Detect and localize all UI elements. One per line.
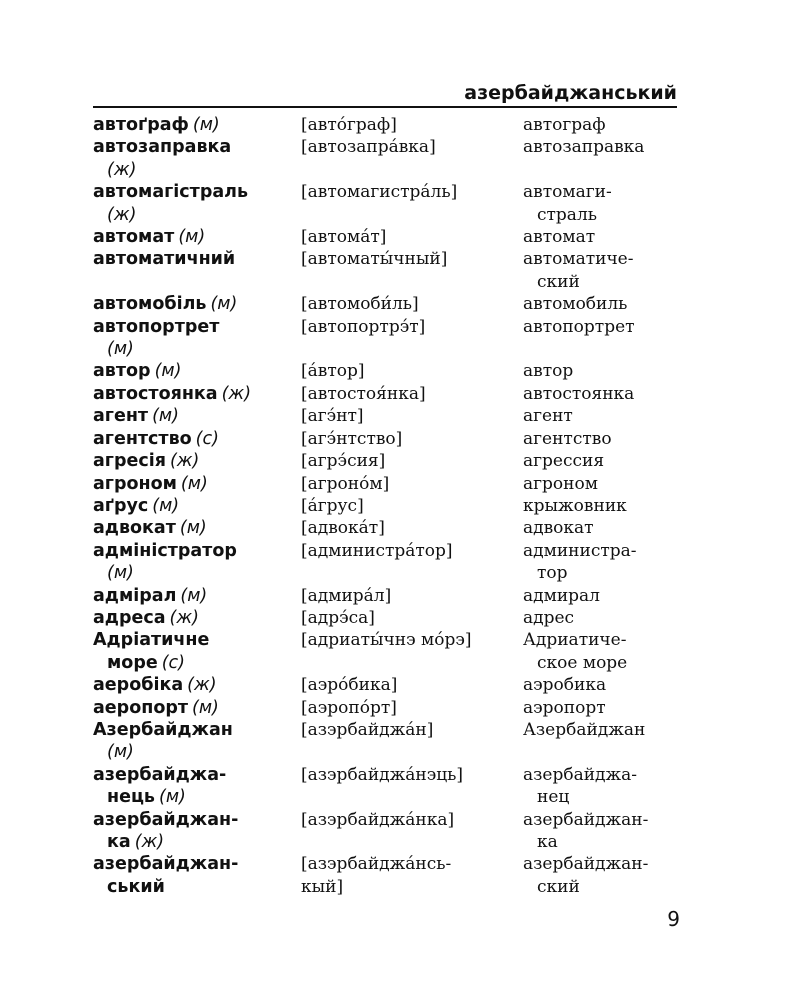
translation: [523, 114, 693, 136]
gender-marker: (м): [179, 518, 207, 539]
headword: агент: [93, 406, 149, 427]
translation-text: автоматиче-: [523, 249, 634, 270]
translation: [523, 316, 693, 338]
headword: адреса: [93, 607, 166, 628]
headword: автоматичний: [93, 249, 236, 270]
translation-text: агент: [523, 406, 573, 427]
headword-cell: [93, 248, 301, 270]
gender-marker: (ж): [221, 383, 252, 404]
translation-text: агрессия: [523, 451, 605, 472]
headword: автостоянка: [93, 383, 218, 404]
translation-text: крыжовник: [523, 495, 627, 516]
headword-cell: [93, 316, 301, 361]
dictionary-entry: [93, 293, 693, 315]
headword-cell: [93, 540, 301, 585]
translation: [523, 360, 693, 382]
translation-text: Адриатиче-: [523, 630, 627, 651]
headword-cell: [93, 719, 301, 764]
pronunciation: [адриаты́чнэ мóрэ]: [301, 630, 472, 651]
dictionary-entry: [93, 540, 693, 585]
translation-continuation: нец: [537, 787, 570, 808]
translation-text: адрес: [523, 607, 575, 628]
gender-marker: (с): [161, 652, 186, 673]
headword: адвокат: [93, 518, 176, 539]
translation-continuation: ский: [537, 271, 580, 292]
translation-text: администра-: [523, 540, 637, 561]
translation: [523, 853, 693, 898]
translation: [523, 495, 693, 517]
gender-marker: (ж): [187, 675, 217, 696]
translation: [523, 585, 693, 607]
gender-marker: (м): [192, 697, 219, 718]
dictionary-entry: [93, 674, 693, 696]
gender-marker: (с): [195, 428, 219, 449]
headword: агресія: [93, 451, 166, 472]
headword-cell: [93, 764, 301, 809]
translation-text: азербайджан-: [523, 809, 649, 830]
headword-cell: [93, 181, 301, 226]
headword: автозаправка: [93, 137, 232, 158]
translation-text: аэробика: [523, 675, 607, 696]
page-number: 9: [667, 907, 680, 931]
headword: агентство: [93, 428, 192, 449]
headword: азербайджан-: [93, 854, 239, 875]
headword-cell: [93, 517, 301, 539]
headword: автомобіль: [93, 294, 207, 315]
headword: автомат: [93, 227, 175, 248]
headword-continuation: море: [107, 652, 158, 673]
translation-text: адмирал: [523, 585, 600, 606]
gender-marker: (м): [107, 339, 134, 360]
pronunciation: [автóграф]: [301, 115, 397, 135]
gender-marker: (ж): [107, 159, 137, 180]
pronunciation: [автомáт]: [301, 227, 387, 248]
gender-marker: (м): [178, 227, 206, 248]
gender-marker: (м): [152, 495, 180, 516]
pronunciation: [азэрбайджáн]: [301, 719, 434, 740]
pronunciation: [адвокáт]: [301, 518, 385, 539]
translation: [523, 540, 693, 585]
translation: [523, 607, 693, 629]
translation: [523, 428, 693, 450]
translation-text: автограф: [523, 115, 606, 135]
translation-text: автостоянка: [523, 383, 635, 404]
headword-continuation: нець: [107, 787, 155, 808]
dictionary-entry: [93, 629, 693, 674]
translation: [523, 517, 693, 539]
pronunciation: [аэрóбика]: [301, 675, 398, 696]
pronunciation: [áвтор]: [301, 361, 365, 382]
gender-marker: (м): [154, 361, 182, 382]
translation-text: адвокат: [523, 518, 594, 539]
headword: аеропорт: [93, 697, 189, 718]
translation-continuation: ское море: [537, 652, 628, 673]
headword: агроном: [93, 473, 177, 494]
translation: [523, 383, 693, 405]
pronunciation: [автомоби́ль]: [301, 294, 419, 315]
gender-marker: (ж): [134, 832, 165, 852]
headword-cell: [93, 360, 301, 382]
headword-cell: [93, 114, 301, 136]
dictionary-entry: [93, 181, 693, 226]
headword: адмірал: [93, 585, 177, 606]
headword-cell: [93, 495, 301, 517]
gender-marker: (м): [210, 294, 238, 315]
pronunciation: [азэрбайджáнка]: [301, 809, 455, 830]
headword: адміністратор: [93, 540, 237, 561]
translation-text: автор: [523, 361, 574, 382]
dictionary-entry: [93, 383, 693, 405]
headword-continuation: ський: [107, 876, 165, 897]
dictionary-entry: [93, 473, 693, 495]
running-head: азербайджанський: [93, 80, 677, 108]
translation-text: автомат: [523, 227, 596, 248]
headword: азербайджан-: [93, 809, 239, 830]
pronunciation: [автоматы́чный]: [301, 249, 448, 270]
headword: Азербайджан: [93, 719, 233, 740]
translation-text: аэропорт: [523, 697, 606, 718]
pronunciation: [азэрбайджáнсь- кый]: [301, 854, 452, 897]
headword-continuation: ка: [107, 832, 131, 852]
pronunciation: [автомагистрáль]: [301, 182, 458, 203]
translation-continuation: тор: [537, 563, 568, 584]
pronunciation: [автопортрэ́т]: [301, 316, 426, 337]
translation-text: Азербайджан: [523, 719, 646, 740]
headword: азербайджа-: [93, 764, 227, 785]
translation-text: автопортрет: [523, 316, 635, 337]
headword: автоґраф: [93, 115, 189, 135]
gender-marker: (м): [159, 787, 186, 808]
translation: [523, 764, 693, 809]
dictionary-entry: [93, 697, 693, 719]
dictionary-entry: [93, 607, 693, 629]
headword-cell: [93, 405, 301, 427]
pronunciation: [автостоя́нка]: [301, 383, 426, 404]
dictionary-entry: [93, 316, 693, 361]
pronunciation: [агэ́нт]: [301, 406, 364, 427]
headword-cell: [93, 293, 301, 315]
dictionary-entry: [93, 764, 693, 809]
dictionary-entry: [93, 495, 693, 517]
translation-text: азербайджан-: [523, 854, 649, 875]
headword: аеробіка: [93, 675, 184, 696]
translation-continuation: ка: [537, 832, 558, 852]
translation-text: автомобиль: [523, 294, 628, 315]
gender-marker: (м): [107, 742, 134, 763]
pronunciation: [адрэ́са]: [301, 607, 375, 628]
gender-marker: (м): [180, 585, 208, 606]
headword-cell: [93, 473, 301, 495]
translation-text: автомаги-: [523, 182, 612, 203]
dictionary-entry: [93, 809, 693, 854]
gender-marker: (м): [192, 115, 220, 135]
dictionary-entry: [93, 719, 693, 764]
translation: [523, 293, 693, 315]
translation: [523, 719, 693, 741]
gender-marker: (м): [107, 563, 134, 584]
dictionary-entry: [93, 114, 693, 136]
headword-cell: [93, 607, 301, 629]
pronunciation: [агронóм]: [301, 473, 390, 494]
translation: [523, 248, 693, 293]
headword-cell: [93, 585, 301, 607]
translation: [523, 674, 693, 696]
pronunciation: [администрáтор]: [301, 540, 453, 561]
translation: [523, 226, 693, 248]
dictionary-entry: [93, 248, 693, 293]
pronunciation: [адмирáл]: [301, 585, 392, 606]
translation-text: автозаправка: [523, 137, 645, 158]
translation-text: агроном: [523, 473, 598, 494]
gender-marker: (ж): [107, 204, 137, 225]
headword: автопортрет: [93, 316, 220, 337]
headword-cell: [93, 809, 301, 854]
translation: [523, 450, 693, 472]
headword-cell: [93, 226, 301, 248]
headword-cell: [93, 428, 301, 450]
headword-cell: [93, 674, 301, 696]
translation: [523, 405, 693, 427]
dictionary-entry: [93, 360, 693, 382]
translation: [523, 697, 693, 719]
headword-cell: [93, 697, 301, 719]
headword-cell: [93, 450, 301, 472]
translation-text: агентство: [523, 428, 612, 449]
translation-continuation: страль: [537, 204, 597, 225]
gender-marker: (ж): [169, 607, 199, 628]
dictionary-entry: [93, 405, 693, 427]
translation-continuation: ский: [537, 876, 580, 897]
gender-marker: (ж): [169, 451, 200, 472]
pronunciation: [агрэ́сия]: [301, 451, 386, 472]
gender-marker: (м): [152, 406, 179, 427]
headword-cell: [93, 136, 301, 181]
translation: [523, 809, 693, 854]
gender-marker: (м): [180, 473, 208, 494]
dictionary-entry: [93, 585, 693, 607]
entry-list: [93, 114, 693, 898]
translation: [523, 181, 693, 226]
headword-cell: [93, 853, 301, 898]
pronunciation: [агэ́нтство]: [301, 428, 403, 449]
pronunciation: [азэрбайджáнэць]: [301, 764, 464, 785]
headword-cell: [93, 383, 301, 405]
translation: [523, 629, 693, 674]
translation: [523, 136, 693, 158]
headword: аґрус: [93, 495, 149, 516]
dictionary-entry: [93, 226, 693, 248]
dictionary-entry: [93, 517, 693, 539]
translation-text: азербайджа-: [523, 764, 638, 785]
headword: автор: [93, 361, 151, 382]
headword-cell: [93, 629, 301, 674]
dictionary-entry: [93, 853, 693, 898]
headword: автомагістраль: [93, 182, 249, 203]
pronunciation: [автозапрáвка]: [301, 137, 436, 158]
dictionary-entry: [93, 136, 693, 181]
dictionary-entry: [93, 428, 693, 450]
pronunciation: [áгрус]: [301, 495, 364, 516]
translation: [523, 473, 693, 495]
headword: Адріатичне: [93, 630, 210, 651]
dictionary-entry: [93, 450, 693, 472]
pronunciation: [аэропóрт]: [301, 697, 397, 718]
